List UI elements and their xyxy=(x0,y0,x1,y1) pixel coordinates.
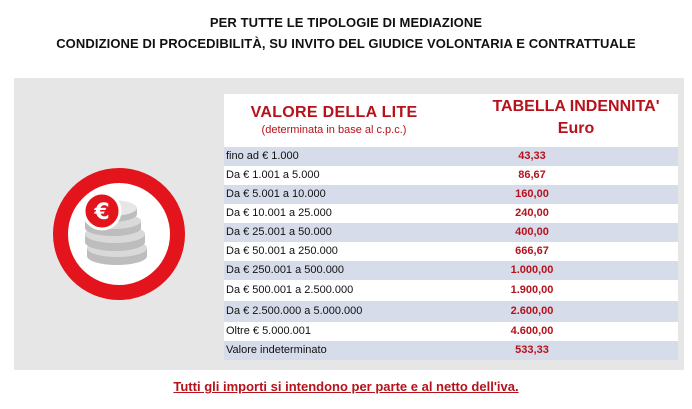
row-fee: 2.600,00 xyxy=(510,305,554,317)
euro-coins-icon xyxy=(53,168,185,300)
fee-table xyxy=(224,94,678,360)
row-fee: 240,00 xyxy=(515,207,549,219)
row-range: Oltre € 5.000.001 xyxy=(226,325,312,337)
col-fee-unit: Euro xyxy=(557,120,595,137)
row-range: Da € 10.001 a 25.000 xyxy=(226,207,332,219)
row-range: Valore indeterminato xyxy=(226,344,327,356)
row-range: Da € 500.001 a 2.500.000 xyxy=(226,284,354,296)
row-fee: 4.600,00 xyxy=(510,325,554,337)
col-value-subtitle: (determinata in base al c.p.c.) xyxy=(261,124,407,136)
page-header xyxy=(0,12,692,54)
row-range: Da € 5.001 a 10.000 xyxy=(226,188,326,200)
header-line-1: PER TUTTE LE TIPOLOGIE DI MEDIAZIONE xyxy=(209,15,483,30)
row-range: Da € 250.001 a 500.000 xyxy=(226,264,345,276)
row-fee: 666,67 xyxy=(515,245,549,257)
col-fee-header xyxy=(476,94,676,138)
table-row xyxy=(224,185,678,204)
table-row xyxy=(224,341,678,360)
row-range: Da € 1.001 a 5.000 xyxy=(226,169,320,181)
table-row xyxy=(224,301,678,322)
row-fee: 1.000,00 xyxy=(510,264,554,276)
row-fee: 400,00 xyxy=(515,226,549,238)
row-range: Da € 2.500.000 a 5.000.000 xyxy=(226,305,363,317)
header-line-2: CONDIZIONE DI PROCEDIBILITÀ, SU INVITO DEL GIUDICE VOLONTARIA E CONTRATTUALE xyxy=(56,36,636,51)
row-fee: 43,33 xyxy=(518,150,546,162)
table-row xyxy=(224,280,678,301)
row-range: fino ad € 1.000 xyxy=(226,150,299,162)
table-row xyxy=(224,223,678,242)
row-fee: 160,00 xyxy=(515,188,549,200)
table-header xyxy=(224,94,678,147)
svg-text:€: € xyxy=(94,200,110,225)
table-row xyxy=(224,166,678,185)
table-row xyxy=(224,242,678,261)
row-fee: 533,33 xyxy=(515,344,549,356)
table-row xyxy=(224,261,678,280)
table-row xyxy=(224,322,678,341)
table-row xyxy=(224,204,678,223)
row-fee: 1.900,00 xyxy=(510,284,554,296)
table-row xyxy=(224,147,678,166)
row-range: Da € 50.001 a 250.000 xyxy=(226,245,338,257)
row-range: Da € 25.001 a 50.000 xyxy=(226,226,332,238)
vat-note: Tutti gli importi si intendono per parte e al netto dell'iva. xyxy=(173,379,519,394)
row-fee: 86,67 xyxy=(518,169,546,181)
col-fee-title: TABELLA INDENNITA' xyxy=(492,98,660,115)
col-value-header xyxy=(224,94,444,136)
col-value-title: VALORE DELLA LITE xyxy=(250,104,418,121)
